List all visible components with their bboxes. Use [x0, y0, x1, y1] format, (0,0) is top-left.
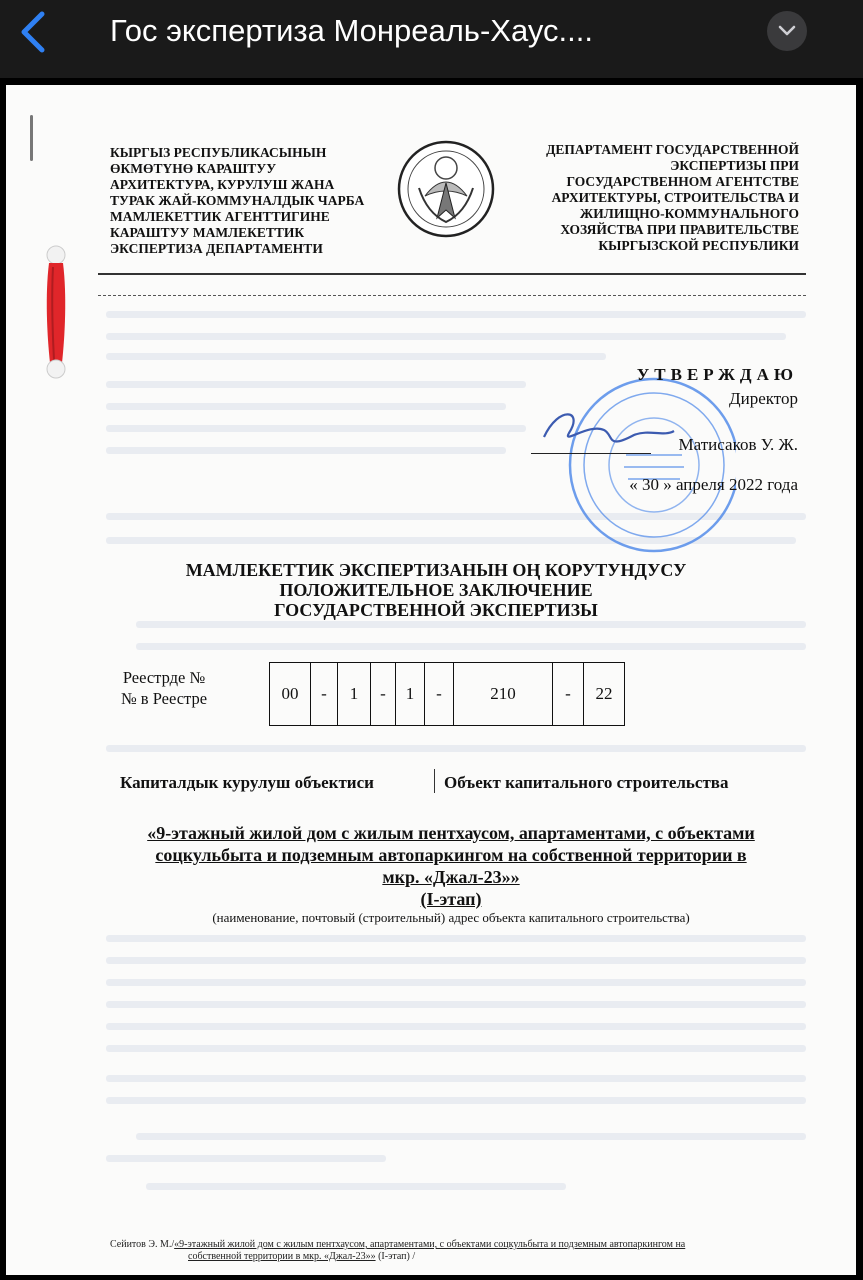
registry-cell: 1 [396, 663, 425, 725]
chevron-left-icon [14, 8, 54, 56]
registry-cell: 00 [270, 663, 311, 725]
top-bar [0, 0, 863, 78]
registry-label: Реестрде № № в Реестре [120, 668, 208, 708]
object-label-kyrgyz: Капиталдык курулуш объектиси [120, 773, 374, 792]
conclusion-title: МАМЛЕКЕТТИК ЭКСПЕРТИЗАНЫН ОҢ КОРУТУНДУСУ ПОЛОЖИТЕЛЬНОЕ ЗАКЛЮЧЕНИЕ ГОСУДАРСТВЕННОЙ ЭКСПЕРТИЗЫ [185, 560, 687, 620]
bleed-through [106, 1001, 806, 1008]
registry-cell: - [553, 663, 584, 725]
signature-line [531, 453, 651, 454]
bleed-through [106, 381, 526, 388]
registry-cell: 22 [595, 684, 613, 703]
registry-cell: - [425, 663, 454, 725]
bleed-through [106, 353, 606, 360]
object-caption: (наименование, почтовый (строительный) адрес объекта капитального строительства) [212, 910, 690, 925]
document-title: Гос экспертиза Монреаль-Хаус.... [110, 13, 593, 48]
staple-mark [30, 115, 33, 161]
bleed-through [136, 1133, 806, 1140]
registry-cell: 1 [338, 663, 371, 725]
registry-number-table [269, 662, 625, 726]
back-button[interactable] [14, 8, 54, 56]
footer-stage: (I-этап) / [375, 1251, 416, 1262]
bleed-through [106, 1045, 806, 1052]
bleed-through [106, 1097, 806, 1104]
header-left-kyrgyz: КЫРГЫЗ РЕСПУБЛИКАСЫНЫН ӨКМӨТҮНӨ КАРАШТУУ АРХИТЕКТУРА, КУРУЛУШ ЖАНА ТУРАК ЖАЙ-КОММУНАЛДЫК ЧАРБА МАМЛЕКЕТТИК АГЕНТТИГИНЕ КАРАШТУУ МАМЛЕКЕТТИК ЭКСПЕРТИЗА ДЕПАРТАМЕНТИ [110, 145, 365, 256]
bleed-through [136, 643, 806, 650]
bleed-through [106, 745, 806, 752]
approval-date: « 30 » апреля 2022 года [629, 475, 798, 494]
bleed-through [106, 1155, 386, 1162]
bleed-through [106, 403, 506, 410]
approval-block [566, 363, 798, 457]
registry-cell: - [311, 663, 338, 725]
registry-cell: - [371, 663, 396, 725]
bleed-through [106, 957, 806, 964]
approval-heading: УТВЕРЖДАЮ [636, 365, 798, 384]
page-footer [110, 1239, 810, 1263]
header-divider [98, 273, 806, 275]
bleed-through [106, 311, 806, 318]
registry-cell: 210 [454, 663, 553, 725]
chevron-down-icon [777, 23, 797, 39]
document-page[interactable] [6, 85, 856, 1275]
approval-role: Директор [729, 389, 798, 408]
footer-object-name-cont: собственной территории в мкр. «Джал-23»» [188, 1251, 376, 1262]
approval-name: Матисаков У. Ж. [678, 435, 798, 454]
bleed-through [146, 1183, 566, 1190]
more-options-button[interactable] [767, 11, 807, 51]
bleed-through [106, 935, 806, 942]
binding-ribbon-icon [41, 245, 71, 379]
object-name: «9-этажный жилой дом с жилым пентхаусом, апартаментами, с объектами соцкульбыта и подземным автопаркингом на собственной территории в мкр. «Джал-23»» (I-этап) [147, 823, 755, 909]
bleed-through [106, 979, 806, 986]
bleed-through [106, 447, 506, 454]
header-divider-dashed [98, 295, 806, 296]
bleed-through [106, 1023, 806, 1030]
footer-object-name: «9-этажный жилой дом с жилым пентхаусом, апартаментами, с объектами соцкульбыта и подземным автопаркингом на [174, 1239, 686, 1250]
label-separator [434, 769, 435, 793]
bleed-through [106, 425, 526, 432]
footer-author: Сейитов Э. М./ [110, 1239, 175, 1250]
bleed-through [106, 333, 786, 340]
header-right-russian: ДЕПАРТАМЕНТ ГОСУДАРСТВЕННОЙ ЭКСПЕРТИЗЫ ПРИ ГОСУДАРСТВЕННОМ АГЕНТСТВЕ АРХИТЕКТУРЫ, СТРОИТЕЛЬСТВА И ЖИЛИЩНО-КОММУНАЛЬНОГО ХОЗЯЙСТВА ПРИ ПРАВИТЕЛЬСТВЕ КЫРГЫЗСКОЙ РЕСПУБЛИКИ [546, 142, 799, 253]
state-emblem-icon [397, 138, 495, 240]
object-label-russian: Объект капитального строительства [444, 773, 729, 792]
bleed-through [106, 1075, 806, 1082]
bleed-through [136, 621, 806, 628]
